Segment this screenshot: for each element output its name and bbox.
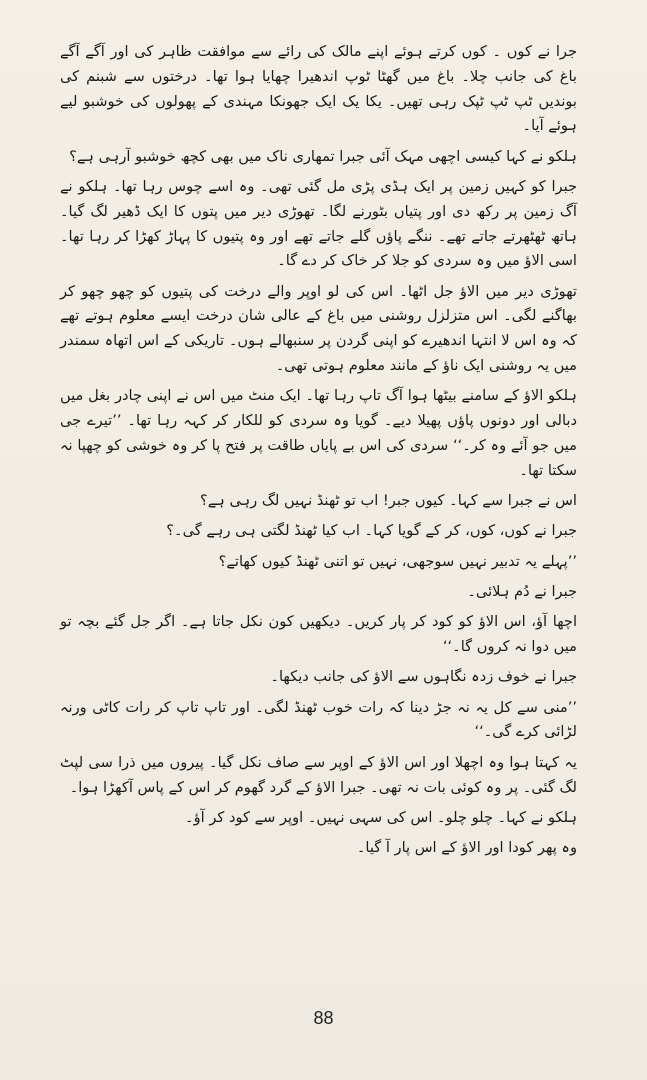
paragraph-10: اچھا آؤ، اس الاؤ کو کود کر پار کریں۔ دیکھیں کون نکل جاتا ہے۔ اگر جل گئے بچہ تو میں دوا نہ کروں گا۔‘‘ — [60, 613, 577, 656]
paragraph-3: جبرا کو کہیں زمین پر ایک ہڈی پڑی مل گئی تھی۔ وہ اسے چوس رہا تھا۔ ہلکو نے آگ زمین پر رکھ دی اور پتیاں بٹورنے لگا۔ تھوڑی دیر میں پتوں کا ایک ڈھیر لگ گیا۔ ہاتھ ٹھٹھرتے جاتے تھے۔ ننگے پاؤں گلے جاتے تھے اور وہ پتیوں کا پہاڑ کھڑا کر رہا تھا۔ اسی الاؤ میں وہ سردی کو جلا کر خاک کر دے گا۔ — [60, 177, 577, 270]
paragraph-2: ہلکو نے کہا کیسی اچھی مہک آئی جبرا تمھاری ناک میں بھی کچھ خوشبو آرہی ہے؟ — [69, 147, 577, 165]
paragraph-15: وہ پھر کودا اور الاؤ کے اس پار آ گیا۔ — [356, 839, 577, 857]
paragraph-12: ’’منی سے کل یہ نہ جڑ دینا کہ رات خوب ٹھنڈ لگی۔ اور تاپ تاپ کر رات کاٹی ورنہ لڑائی کرے گی۔‘‘ — [60, 698, 577, 741]
page-number: 88 — [313, 1008, 334, 1028]
paragraph-7: جبرا نے کوں، کوں، کر کے گویا کہا۔ اب کیا ٹھنڈ لگتی ہی رہے گی۔؟ — [166, 522, 577, 540]
paragraph-4: تھوڑی دیر میں الاؤ جل اٹھا۔ اس کی لو اوپر والے درخت کی پتیوں کو چھو چھو کر بھاگنے لگی۔ اس متزلزل روشنی میں باغ کے عالی شان درخت ایسے معلوم ہوتے تھے کہ وہ اس لا انتہا اندھیرے کو اپنی گردن پر سنبھالے ہوں۔ تاریکی کے اس اتھاہ سمندر میں یہ روشنی ایک ناؤ کے مانند معلوم ہوتی تھی۔ — [60, 282, 577, 375]
paragraph-1: جرا نے کوں ۔ کوں کرتے ہوئے اپنے مالک کی رائے سے موافقت ظاہر کی اور آگے آگے باغ کی جانب چلا۔ باغ میں گھٹا ٹوپ اندھیرا چھایا ہوا تھا۔ درختوں سے شبنم کی بوندیں ٹپ ٹپ ٹپک رہی تھیں۔ یکا یک ایک جھونکا مہندی کے پھولوں کی خوشبو لیے ہوئے آیا۔ — [60, 43, 577, 135]
paragraph-14: ہلکو نے کہا۔ چلو چلو۔ اس کی سہی نہیں۔ اوپر سے کود کر آؤ۔ — [185, 808, 577, 826]
paragraph-5: ہلکو الاؤ کے سامنے بیٹھا ہوا آگ تاپ رہا تھا۔ ایک منٹ میں اس نے اپنی چادر بغل میں دبالی اور دونوں پاؤں پھیلا دیے۔ گویا وہ سردی کو للکار کر کہہ رہا تھا۔ ’’تیرے جی میں جو آئے وہ کر۔‘‘ سردی کی اس بے پایاں طاقت پر فتح پا کر وہ خوشی کو چھپا نہ سکتا تھا۔ — [60, 387, 577, 479]
page-body-text — [60, 40, 577, 861]
paragraph-8: ’’پہلے یہ تدبیر نہیں سوجھی، نہیں تو اتنی ٹھنڈ کیوں کھاتے؟ — [218, 552, 577, 570]
paragraph-11: جبرا نے خوف زدہ نگاہوں سے الاؤ کی جانب دیکھا۔ — [270, 668, 577, 686]
paragraph-13: یہ کہتا ہوا وہ اچھلا اور اس الاؤ کے اوپر سے صاف نکل گیا۔ پیروں میں ذرا سی لپٹ لگ گئی۔ پر وہ کوئی بات نہ تھی۔ جبرا الاؤ کے گرد گھوم کر اس کے پاس آکھڑا ہوا۔ — [60, 753, 577, 796]
paragraph-6: اس نے جبرا سے کہا۔ کیوں جبر! اب تو ٹھنڈ نہیں لگ رہی ہے؟ — [199, 492, 577, 510]
paragraph-9: جبرا نے دُم ہلائی۔ — [467, 582, 577, 600]
